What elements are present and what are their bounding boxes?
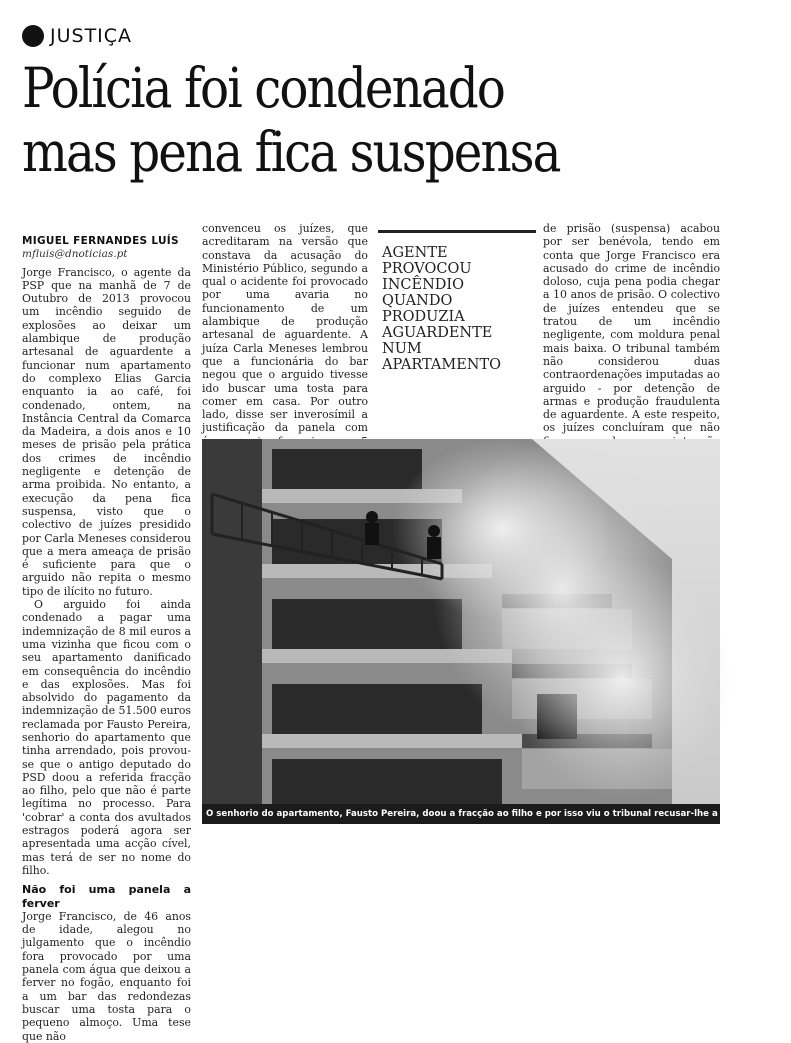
section-label: JUSTIÇA — [50, 25, 133, 47]
column-1 — [22, 235, 191, 1043]
headline — [22, 56, 638, 184]
headline-line-1: Polícia foi condenado — [22, 56, 504, 120]
byline-name: MIGUEL FERNANDES LUÍS — [22, 235, 179, 247]
headline-line-2: mas pena fica suspensa — [22, 120, 560, 184]
paragraph-6: de prisão (suspensa) acabou por ser benévola, tendo em conta que Jorge Francisco era acusado do crime de incêndio doloso, cuja pena podia chegar a 10 anos de prisão. O colectivo de juízes entendeu que se tratou de um incêndio negligente, com moldura penal mais baixa. O tribunal também não considerou duas contraordenações imputadas ao arguido - por detenção de armas e produção fraudulenta de aguardente. A este respeito, os juízes concluíram que não — [543, 222, 720, 435]
photo-caption: O senhorio do apartamento, Fausto Pereira, doou a fracção ao filho e por isso viu o tribunal recusar-lhe a indemnização. — [202, 804, 720, 824]
paragraph-3: Jorge Francisco, de 46 anos de idade, alegou no julgamento que o incêndio fora provocado por uma panela com água que deixou a ferver no fogão, enquanto foi a um bar das redondezas buscar uma tosta para o pequeno almoço. Uma tese que não — [22, 909, 191, 1043]
paragraph-1: Jorge Francisco, o agente da PSP que na manhã de 7 de Outubro de 2013 provocou um incêndio seguido de explosões ao deixar um alambique de produção artesanal de aguardente a funcionar num apartamento do complexo Elias Garcia enquanto ia ao café, foi condenado, ontem, na Instância Central da Comarca da Madeira, a dois anos e 10 meses de prisão pela prática dos crimes de incêndio negligente e detenção de arma proibida. No entanto, a execução da pena fica suspensa, visto que o colectivo de juízes presidido por Carla Meneses considerou que a mera ameaça de prisão é suficiente para que o arguido não repita o mesmo tipo de ilícito no futuro. — [22, 265, 191, 598]
section-bullet-icon — [22, 25, 44, 47]
byline-email: mfluis@dnoticias.pt — [22, 248, 128, 261]
section-tag — [22, 22, 132, 50]
paragraph-2: O arguido foi ainda condenado a pagar uma indemnização de 8 mil euros a uma vizinha que ficou com o seu apartamento danificado em consequência do incêndio e das explosões. Mas foi absolvido do pagamento da indemnização de 51.500 euros reclamada por Fausto Pereira, senhorio do apartamento que tinha arrendado, pois provou-se que o antigo deputado do PSD doou a referida fracção ao filho, pelo que não é parte legítima no processo. Para 'cobrar' a conta dos avultados estragos poderá agora ser apresentada uma acção cível, mas terá de ser no nome do filho. — [22, 598, 191, 877]
paragraph-4: convenceu os juízes, que acreditaram na versão que constava da acusação do Ministério Público, segundo a qual o acidente foi provocado por uma avaria no funcionamento de um alambique de produção artesanal de aguardente. A juíza Carla Meneses lembrou que a funcionária do bar negou que o arguido tivesse ido buscar uma tosta para comer em casa. Por outro lado, disse ser inverosímil a justificação da panela com — [202, 222, 368, 435]
pull-quote: AGENTE PROVOCOU INCÊNDIO QUANDO PRODUZIA AGUARDENTE NUM APARTAMENTO — [378, 230, 536, 355]
subheading: Não foi uma panela a ferver — [22, 883, 191, 910]
news-photo — [202, 439, 720, 812]
building-fire-photo — [202, 439, 720, 812]
